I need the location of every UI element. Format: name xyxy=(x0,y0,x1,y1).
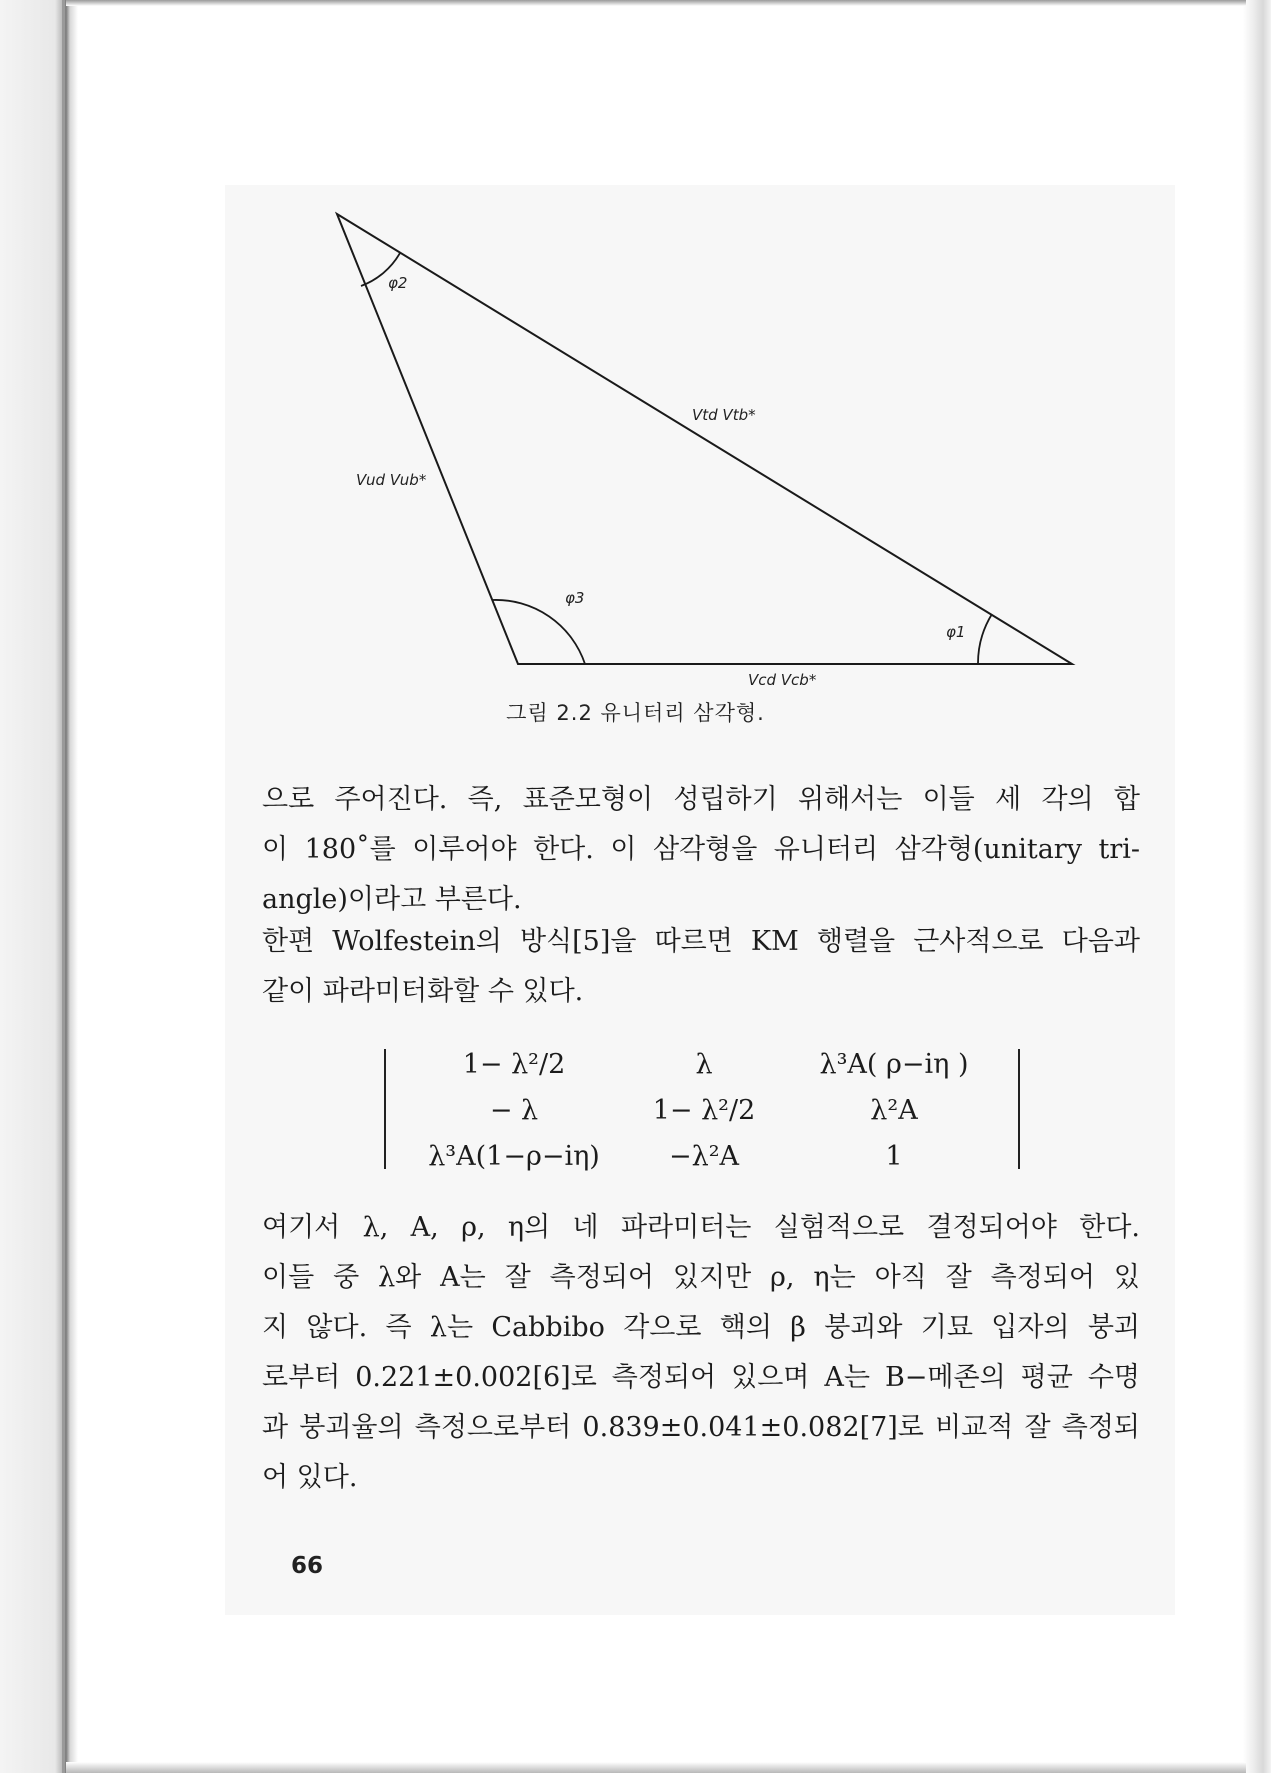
paragraph-line: 같이 파라미터화할 수 있다. xyxy=(262,976,584,1007)
km-matrix xyxy=(384,1045,1024,1175)
matrix-bar-left xyxy=(384,1049,386,1169)
angle-arc-phi1 xyxy=(978,614,992,664)
page-edge-bottom xyxy=(66,1762,1246,1773)
matrix-cell: λ xyxy=(695,1049,713,1080)
label-side-bottom: Vcd Vcb* xyxy=(748,671,817,689)
triangle-outline xyxy=(337,214,1072,664)
paragraph-line: angle)이라고 부른다. xyxy=(262,884,522,915)
label-side-top: Vtd Vtb* xyxy=(692,406,756,424)
matrix-cell: 1 xyxy=(885,1141,903,1172)
paragraph-line: 지 않다. 즉 λ는 Cabbibo 각으로 핵의 β 붕괴와 기묘 입자의 붕괴 xyxy=(262,1312,1140,1343)
paragraph-2 xyxy=(262,917,1140,1017)
unitarity-triangle-figure xyxy=(0,0,1271,720)
matrix-cell: 1− λ²/2 xyxy=(652,1095,756,1126)
paragraph-1 xyxy=(262,775,1140,925)
label-side-left: Vud Vub* xyxy=(356,471,427,489)
matrix-cell: λ³A(1−ρ−iη) xyxy=(428,1141,600,1172)
figure-caption: 그림 2.2 유니터리 삼각형. xyxy=(506,701,765,725)
paragraph-line: 어 있다. xyxy=(262,1462,358,1493)
paragraph-line: 이 180˚를 이루어야 한다. 이 삼각형을 유니터리 삼각형(unitary tri- xyxy=(262,834,1140,865)
paragraph-line: 으로 주어진다. 즉, 표준모형이 성립하기 위해서는 이들 세 각의 합 xyxy=(262,784,1140,815)
matrix-cell: 1− λ²/2 xyxy=(462,1049,566,1080)
label-phi2: φ2 xyxy=(388,274,408,292)
label-phi1: φ1 xyxy=(946,623,966,641)
matrix-bar-right xyxy=(1018,1049,1020,1169)
matrix-cell: −λ²A xyxy=(668,1141,740,1172)
paragraph-3 xyxy=(262,1203,1140,1503)
paragraph-line: 여기서 λ, A, ρ, η의 네 파라미터는 실험적으로 결정되어야 한다. xyxy=(262,1212,1140,1243)
paragraph-line: 이들 중 λ와 A는 잘 측정되어 있지만 ρ, η는 아직 잘 측정되어 있 xyxy=(262,1262,1140,1293)
page-number: 66 xyxy=(291,1553,324,1579)
paragraph-line: 로부터 0.221±0.002[6]로 측정되어 있으며 A는 B−메존의 평균 수명 xyxy=(262,1362,1140,1393)
matrix-cell: λ²A xyxy=(870,1095,918,1126)
paragraph-line: 과 붕괴율의 측정으로부터 0.839±0.041±0.082[7]로 비교적 잘 측정되 xyxy=(262,1412,1140,1443)
label-phi3: φ3 xyxy=(565,589,585,607)
paragraph-line: 한편 Wolfestein의 방식[5]을 따르면 KM 행렬을 근사적으로 다음과 xyxy=(262,926,1140,957)
matrix-cell: − λ xyxy=(489,1095,539,1126)
matrix-cell: λ³A( ρ−iη ) xyxy=(819,1049,969,1080)
